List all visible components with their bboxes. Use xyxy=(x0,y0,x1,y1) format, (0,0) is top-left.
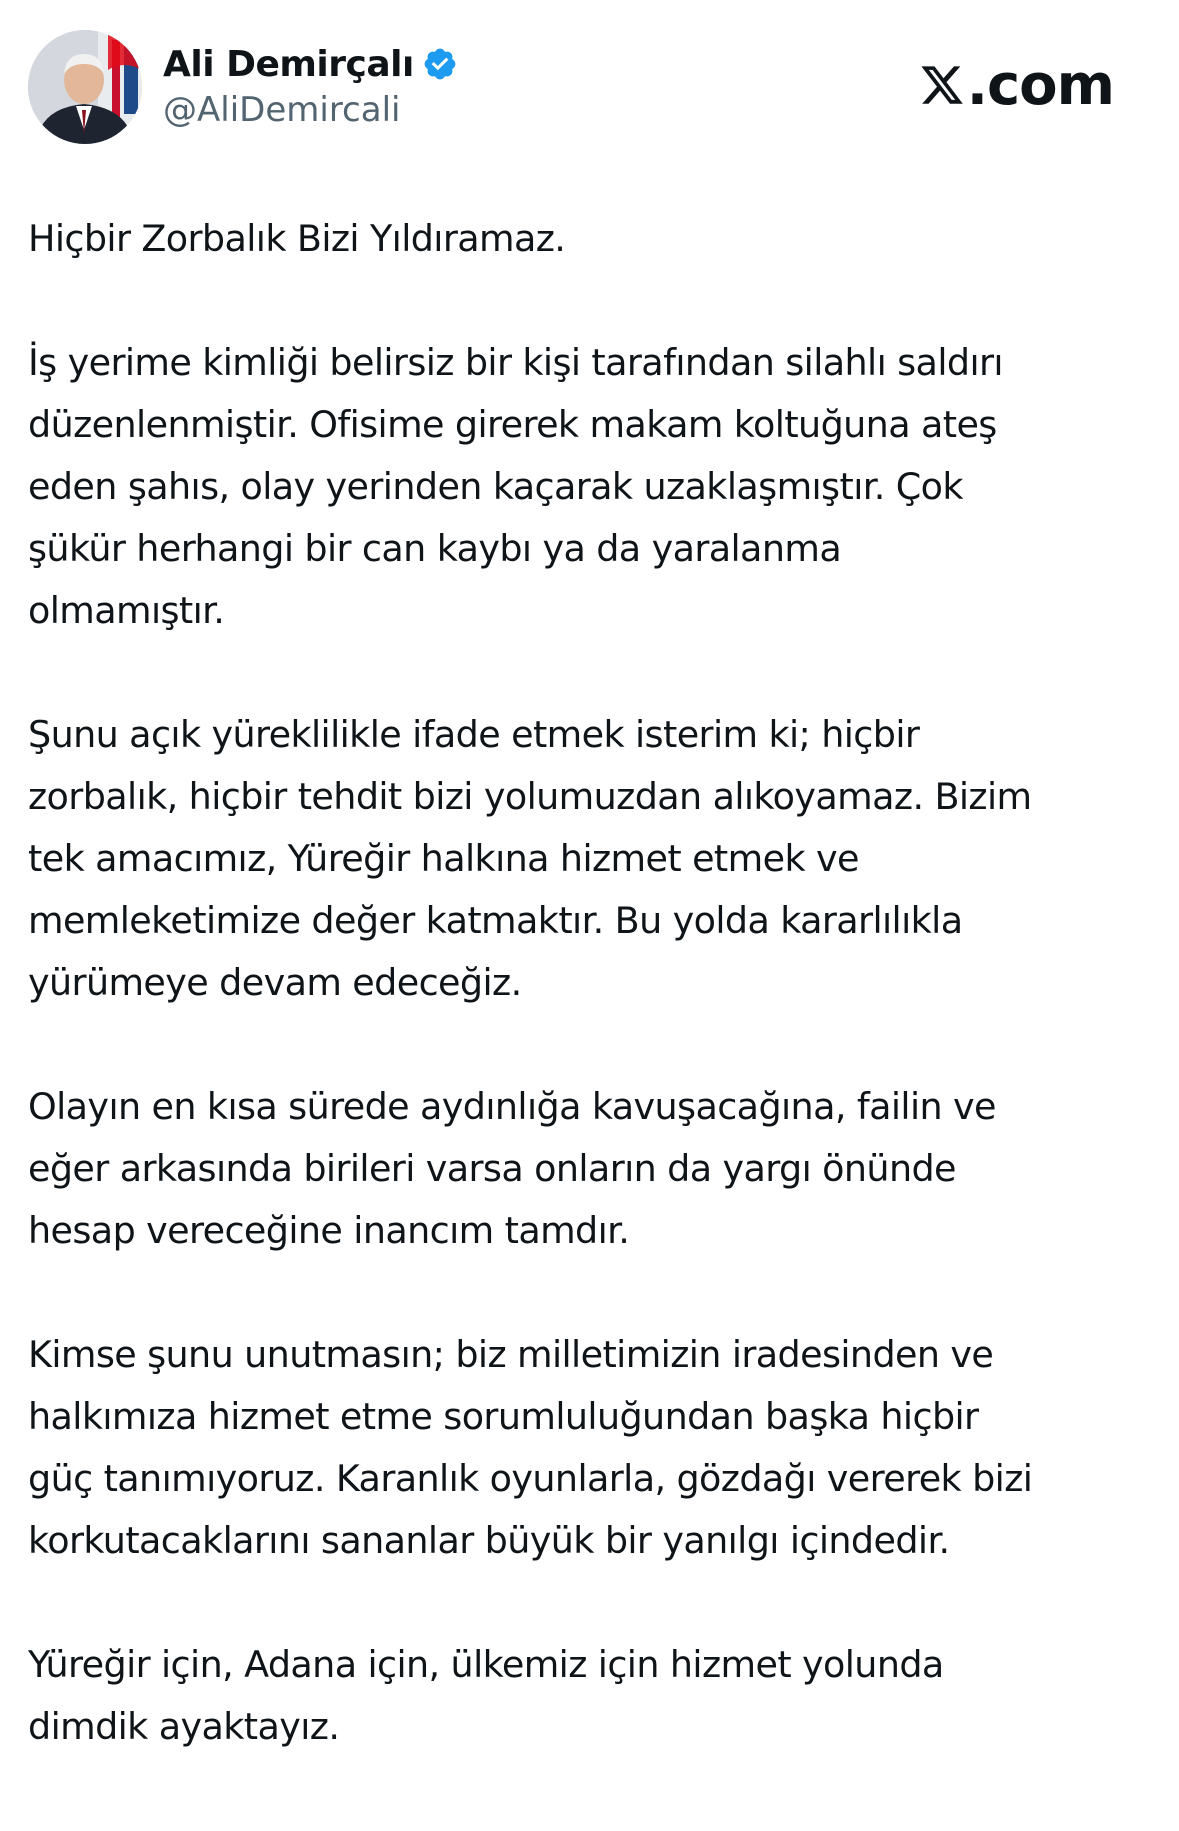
display-name[interactable]: Ali Demirçalı xyxy=(163,43,414,85)
name-row xyxy=(163,40,458,88)
avatar[interactable] xyxy=(28,30,142,144)
tweet-paragraph-4: Olayın en kısa sürede aydınlığa kavuşacağına, failin ve eğer arkasında birileri varsa onların da yargı önünde hesap vereceğine inancım tamdır. xyxy=(28,1085,996,1252)
tweet-paragraph-6: Yüreğir için, Adana için, ülkemiz için hizmet yolunda dimdik ayaktayız. xyxy=(28,1643,944,1748)
tweet-paragraph-2: İş yerime kimliği belirsiz bir kişi tarafından silahlı saldırı düzenlenmiştir. Ofisime girerek makam koltuğuna ateş eden şahıs, olay yerinden kaçarak uzaklaşmıştır. Çok şükür herhangi bir can kaybı ya da yaralanma olmamıştır. xyxy=(28,341,1003,632)
tweet-paragraph-3: Şunu açık yüreklilikle ifade etmek isterim ki; hiçbir zorbalık, hiçbir tehdit bizi yolumuzdan alıkoyamaz. Bizim tek amacımız, Yüreğir halkına hizmet etmek ve memleketimize değer katmaktır. Bu yolda kararlılıkla yürümeye devam edeceğiz. xyxy=(28,713,1032,1004)
author-handle[interactable]: @AliDemircali xyxy=(163,90,401,130)
tweet-paragraph-5: Kimse şunu unutmasın; biz milletimizin iradesinden ve halkımıza hizmet etme sorumluluğundan başka hiçbir güç tanımıyoruz. Karanlık oyunlarla, gözdağı vererek bizi korkutacaklarını sananlar büyük bir yanılgı içindedir. xyxy=(28,1333,1033,1562)
author-block xyxy=(163,40,458,130)
brand-domain-suffix: .com xyxy=(966,52,1114,118)
x-com-watermark xyxy=(919,50,1114,120)
tweet-text xyxy=(28,208,1158,1820)
profile-photo xyxy=(28,30,142,144)
tweet-header xyxy=(28,30,1148,150)
tweet-paragraph-1: Hiçbir Zorbalık Bizi Yıldıramaz. xyxy=(28,217,566,260)
verified-badge-icon xyxy=(422,46,458,82)
x-logo-icon xyxy=(919,62,965,108)
